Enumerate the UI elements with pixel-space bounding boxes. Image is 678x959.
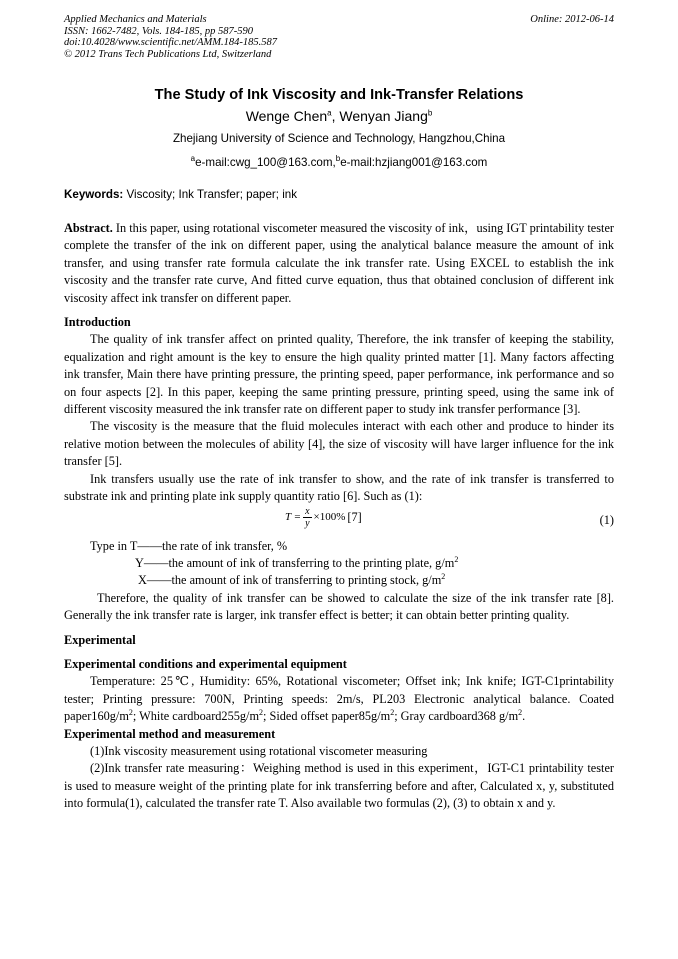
- paragraph: [64, 673, 614, 725]
- paragraph: Ink transfers usually use the rate of ink transfer to show, and the rate of ink transfer is transferred to substrate ink and printing plate ink supply quantity ratio [6]. Such as (1):: [64, 471, 614, 504]
- unit-superscript: 2: [454, 554, 459, 564]
- paragraph: (2)Ink transfer rate measuring：Weighing method is used in this experiment，IGT-C1 printability tester is used to measure weight of the printing plate for ink transferring before and after, Calculated x, y, substituted into formula(1), calculated the transfer rate T. Also available two formulas (2), (3) to obtain x and y.: [64, 761, 614, 811]
- abstract-text: In this paper, using rotational viscometer measured the viscosity of ink，using IGT printability tester complete the transfer of the ink on different paper, using the analytical balance measure the amount of ink transfer, and using transfer rate formula calculate the ink transfer rate. Using EXCEL to establish the ink viscosity and the transfer rate curve, And fitted curve equation, thus that obtained conclusion of different ink viscosity affect ink transfer on different paper.: [64, 221, 614, 305]
- author-name: Wenge Chen: [245, 108, 328, 124]
- author-superscript: a: [327, 108, 332, 118]
- journal-header: [64, 14, 614, 60]
- definition-line: [64, 538, 614, 555]
- definition-line: [64, 555, 614, 572]
- definition-line: [64, 572, 614, 589]
- abstract-label: Abstract.: [64, 221, 113, 235]
- equation-rhs: ×100%: [313, 511, 346, 523]
- definition-text: X——the amount of ink of transferring to printing stock, g/m: [138, 573, 442, 588]
- paragraph: The viscosity is the measure that the fluid molecules interact with each other and produce to hinder its relative motion between the molecules of ability [4], the size of viscosity will have larger influence for the ink transfer [5].: [64, 419, 614, 469]
- unit-superscript: 2: [128, 708, 133, 718]
- unit-superscript: 2: [390, 708, 395, 718]
- unit-superscript: 2: [441, 572, 446, 582]
- keywords: [64, 188, 614, 202]
- equation-number: (1): [599, 512, 614, 527]
- conditions-text: .: [522, 709, 526, 724]
- paragraph: Therefore, the quality of ink transfer can be showed to calculate the size of the ink transfer rate [8]. Generally the ink transfer rate is larger, ink transfer effect is better; it can obtain better printing quality.: [64, 590, 614, 623]
- fraction: [303, 506, 311, 529]
- email-superscript: b: [335, 154, 341, 164]
- conditions-text: Temperature: 25℃, Humidity: 65%, Rotational viscometer; Offset ink; Ink knife; IGT-C1printability tester; Printing pressure: 700N, Printing speeds: 2m/s, PL203 Electronic analytical balance. Coated paper160g/m: [64, 674, 614, 724]
- email-line: [64, 156, 614, 170]
- conditions-text: ; White cardboard255g/m: [132, 709, 260, 724]
- affiliation: Zhejiang University of Science and Technology, Hangzhou,China: [172, 132, 506, 145]
- email-address: e-mail:cwg_100@163.com,: [195, 156, 336, 169]
- unit-superscript: 2: [259, 708, 264, 718]
- author-separator: ,: [331, 108, 340, 124]
- email-address: e-mail:hzjiang001@163.com: [340, 156, 488, 169]
- equation-lhs: T =: [285, 511, 302, 523]
- email-superscript: a: [190, 154, 196, 164]
- abstract: [64, 220, 614, 307]
- author-name: Wenyan Jiang: [339, 108, 428, 124]
- section-heading: Experimental: [64, 632, 136, 647]
- paper-page: [64, 14, 614, 813]
- author-list: [64, 106, 614, 126]
- section-heading: Introduction: [64, 315, 131, 330]
- subsection-heading: Experimental conditions and experimental equipment: [64, 656, 347, 671]
- keywords-label: Keywords:: [64, 188, 124, 201]
- fraction-denominator: y: [305, 517, 310, 529]
- definition-text: Y——the amount of ink of transferring to the printing plate, g/m: [135, 555, 455, 570]
- conditions-text: ; Gray cardboard368 g/m: [394, 709, 519, 724]
- conditions-text: ; Sided offset paper85g/m: [263, 709, 391, 724]
- keywords-text: Viscosity; Ink Transfer; paper; ink: [123, 188, 298, 201]
- author-superscript: b: [427, 108, 433, 118]
- paragraph: The quality of ink transfer affect on printed quality, Therefore, the ink transfer of keeping the stability, equalization and right amount is the key to ensure the high quality printed matter [1]. Many factors affecting ink transfer, Main there have printing pressure, the printing speed, paper performance, ink performance and so on four aspects [2]. In this paper, keeping the same printing pressure, printing speed, using the same ink of different viscosity measured the ink transfer rate on different paper to study ink transfer performance [3].: [64, 332, 614, 417]
- doi-line: doi:10.4028/www.scientific.net/AMM.184-185.587: [64, 37, 277, 48]
- subsection-heading: Experimental method and measurement: [64, 726, 276, 741]
- issn-line: ISSN: 1662-7482, Vols. 184-185, pp 587-590: [64, 25, 253, 37]
- journal-name: Applied Mechanics and Materials: [64, 14, 207, 25]
- copyright-line: © 2012 Trans Tech Publications Ltd, Switzerland: [64, 48, 272, 60]
- paragraph: (1)Ink viscosity measurement using rotational viscometer measuring: [90, 743, 428, 758]
- fraction-numerator: x: [305, 505, 310, 517]
- paper-title: The Study of Ink Viscosity and Ink-Transfer Relations: [154, 87, 524, 103]
- equation-body: [285, 506, 362, 529]
- equation: [64, 506, 614, 538]
- online-date: Online: 2012-06-14: [530, 14, 614, 25]
- definition-text: Type in T——the rate of ink transfer, %: [90, 538, 288, 553]
- equation-citation: [7]: [347, 509, 362, 524]
- unit-superscript: 2: [518, 708, 523, 718]
